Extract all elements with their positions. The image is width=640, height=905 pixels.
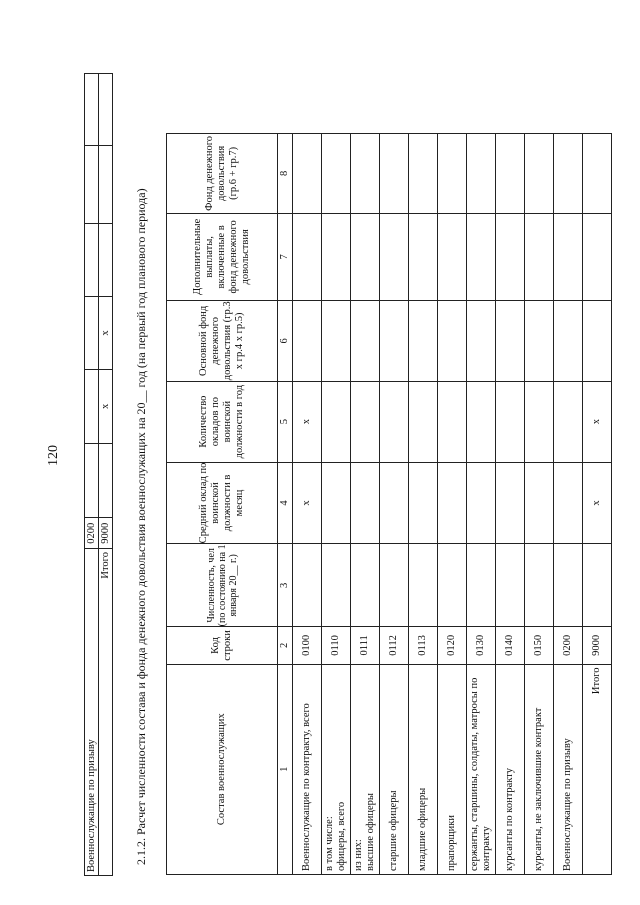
data-cell [322,544,351,627]
data-cell [496,134,525,214]
data-cell [554,544,583,627]
data-cell [351,300,380,381]
row-code: 0200 [85,518,99,549]
data-cell [351,381,380,462]
column-number: 2 [278,627,293,664]
row-name: из них: высшие офицеры [351,664,380,874]
data-cell [380,213,409,300]
column-number: 7 [278,213,293,300]
table-row [583,134,612,875]
data-cell [525,462,554,544]
row-code: 0150 [525,627,554,664]
column-header: Средний оклад по воинской должности в месяц [167,462,278,544]
data-cell [467,462,496,544]
data-cell [438,213,467,300]
data-cell [409,213,438,300]
column-number: 4 [278,462,293,544]
data-cell [438,544,467,627]
data-cell [85,74,99,146]
data-cell [438,462,467,544]
row-code: 9000 [99,518,113,549]
column-header: Код строки [167,627,278,664]
data-cell [351,134,380,214]
data-cell: x [293,381,322,462]
data-cell [554,300,583,381]
data-cell [438,300,467,381]
data-cell: x [99,296,113,369]
column-number-row [278,134,293,875]
row-name: сержанты, старшины, солдаты, матросы по контракту [467,664,496,874]
data-cell [554,213,583,300]
data-cell [293,300,322,381]
data-cell [322,300,351,381]
table-row [496,134,525,875]
column-header: Численность, чел (по состоянию на 1 января 20__ г.) [167,544,278,627]
row-code: 0140 [496,627,525,664]
data-cell [467,134,496,214]
data-cell [85,296,99,369]
row-name: Военнослужащие по призыву [554,664,583,874]
data-cell [351,544,380,627]
data-cell [99,145,113,223]
row-name: Итого [583,664,612,874]
data-cell [496,381,525,462]
data-cell [409,134,438,214]
table-row [438,134,467,875]
main-table [166,133,612,875]
data-cell [467,300,496,381]
data-cell [322,381,351,462]
data-cell [380,462,409,544]
data-cell [467,213,496,300]
column-header: Фонд денежного довольствия (гр.6 + гр.7) [167,134,278,214]
data-cell [293,213,322,300]
row-code: 0100 [293,627,322,664]
column-number: 6 [278,300,293,381]
data-cell [496,213,525,300]
data-cell [322,462,351,544]
column-header: Состав военнослужащих [167,664,278,874]
data-cell [380,134,409,214]
column-header: Количество окладов по воинской должности в год [167,381,278,462]
data-cell [467,381,496,462]
header-row [167,134,278,875]
data-cell [438,134,467,214]
column-number: 5 [278,381,293,462]
data-cell [554,134,583,214]
data-cell [525,300,554,381]
data-cell [409,462,438,544]
row-code: 9000 [583,627,612,664]
row-code: 0110 [322,627,351,664]
data-cell [467,544,496,627]
data-cell [583,300,612,381]
column-number: 8 [278,134,293,214]
data-cell [293,544,322,627]
data-cell [496,300,525,381]
data-cell [525,544,554,627]
data-cell [554,381,583,462]
data-cell [525,381,554,462]
row-code: 0113 [409,627,438,664]
data-cell [496,544,525,627]
table-row [322,134,351,875]
data-cell [99,74,113,146]
data-cell [99,224,113,297]
column-header: Основной фонд денежного довольствия (гр.3 x гр.4 x гр.5) [167,300,278,381]
table-caption: 2.1.2. Расчет численности состава и фонда денежного довольствия военнослужащих на 20__ год (на первый год планового периода) [134,188,148,865]
column-number: 1 [278,664,293,874]
table-row [467,134,496,875]
column-header: Дополнительные выплаты, включенные в фонд денежного довольствия [167,213,278,300]
page-number: 120 [46,445,61,466]
row-code: 0130 [467,627,496,664]
row-name: младшие офицеры [409,664,438,874]
data-cell [293,134,322,214]
row-code: 0120 [438,627,467,664]
data-cell [380,300,409,381]
data-cell [554,462,583,544]
data-cell [85,443,99,518]
data-cell: x [99,369,113,443]
top-table-row [99,74,113,876]
data-cell [409,381,438,462]
data-cell [380,381,409,462]
data-cell [525,134,554,214]
data-cell [409,300,438,381]
data-cell [438,381,467,462]
row-code: 0111 [351,627,380,664]
data-cell [583,544,612,627]
column-number: 3 [278,544,293,627]
table-row [351,134,380,875]
data-cell [85,369,99,443]
row-code: 0200 [554,627,583,664]
data-cell: x [293,462,322,544]
row-name: прапорщики [438,664,467,874]
data-cell [583,134,612,214]
row-name: курсанты по контракту [496,664,525,874]
data-cell: x [583,462,612,544]
data-cell [380,544,409,627]
row-code: 0112 [380,627,409,664]
data-cell [351,213,380,300]
table-row [380,134,409,875]
data-cell [409,544,438,627]
row-name: старшие офицеры [380,664,409,874]
top-table-fragment [84,73,113,876]
data-cell [322,134,351,214]
data-cell: x [583,381,612,462]
data-cell [85,145,99,223]
row-label: Военнослужащие по призыву [85,549,99,876]
data-cell [496,462,525,544]
row-name: курсанты, не заключившие контракт [525,664,554,874]
row-label: Итого [99,549,113,876]
row-name: Военнослужащие по контракту, всего [293,664,322,874]
table-row [554,134,583,875]
data-cell [583,213,612,300]
table-row [525,134,554,875]
data-cell [85,224,99,297]
row-name: в том числе: офицеры, всего [322,664,351,874]
data-cell [99,443,113,518]
data-cell [351,462,380,544]
data-cell [322,213,351,300]
data-cell [525,213,554,300]
table-row [293,134,322,875]
top-table-row [85,74,99,876]
table-row [409,134,438,875]
